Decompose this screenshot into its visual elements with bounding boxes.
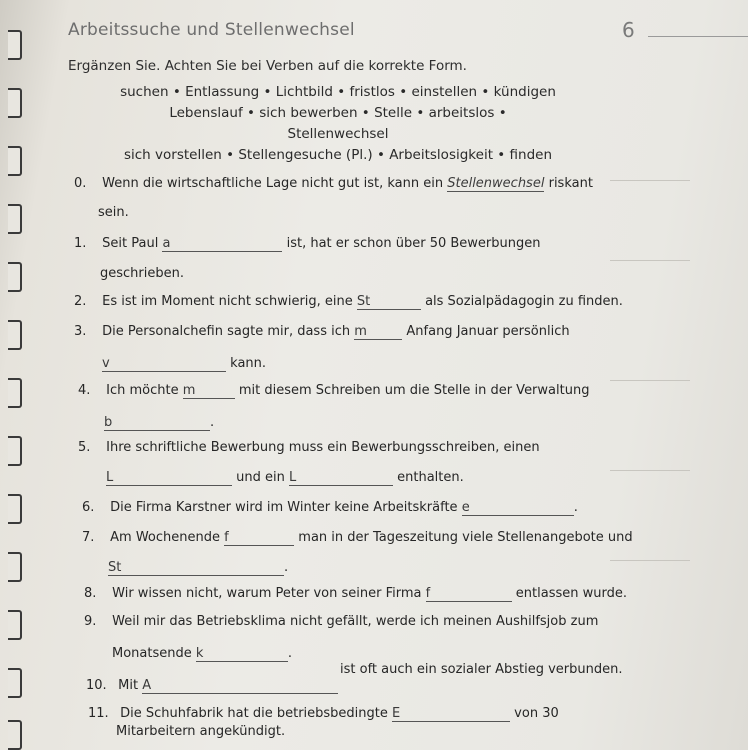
exercise-3-cont: v kann.: [102, 356, 267, 371]
answer-example: Stellenwechsel: [447, 176, 545, 191]
exercise-10-cont: ist oft auch ein sozialer Abstieg verbunden.: [340, 662, 623, 677]
answer-blank[interactable]: E: [392, 706, 510, 722]
answer-blank[interactable]: f: [426, 586, 512, 602]
binding-ring: [8, 668, 22, 698]
word-box-line: sich vorstellen • Stellengesuche (Pl.) • Arbeitslosigkeit • finden: [123, 147, 553, 163]
binding-ring: [8, 720, 22, 750]
binding-ring: [8, 146, 22, 176]
answer-blank[interactable]: e: [462, 500, 574, 516]
answer-blank[interactable]: St: [108, 560, 284, 576]
binding-ring: [8, 610, 22, 640]
answer-blank[interactable]: m: [354, 324, 402, 340]
exercise-11: 11. Die Schuhfabrik hat die betriebsbedingte E von 30: [88, 706, 559, 721]
spiral-binding: [0, 0, 40, 750]
exercise-0: 0. Wenn die wirtschaftliche Lage nicht gut ist, kann ein Stellenwechsel riskant: [74, 176, 593, 191]
binding-ring: [8, 262, 22, 292]
instruction-text: Ergänzen Sie. Achten Sie bei Verben auf die korrekte Form.: [68, 58, 467, 74]
exercise-11-cont: Mitarbeitern angekündigt.: [116, 724, 286, 739]
exercise-1: 1. Seit Paul a ist, hat er schon über 50 Bewerbungen: [74, 236, 541, 251]
answer-blank[interactable]: m: [183, 383, 235, 399]
exercise-3: 3. Die Personalchefin sagte mir, dass ich m Anfang Januar persönlich: [74, 324, 570, 339]
exercise-7-cont: St .: [108, 560, 289, 575]
binding-ring: [8, 378, 22, 408]
answer-blank[interactable]: k: [196, 646, 288, 662]
page-title: Arbeitssuche und Stellenwechsel: [68, 20, 355, 40]
word-box: [118, 82, 558, 166]
answer-blank[interactable]: b: [104, 415, 210, 431]
exercise-4-cont: b .: [104, 415, 215, 430]
exercise-2: 2. Es ist im Moment nicht schwierig, eine St als Sozialpädagogin zu finden.: [74, 294, 623, 309]
binding-ring: [8, 494, 22, 524]
answer-blank[interactable]: v: [102, 356, 226, 372]
answer-blank[interactable]: A: [142, 678, 338, 694]
exercise-5-cont: L und ein L enthalten.: [106, 470, 464, 485]
exercise-9-cont: Monatsende k .: [112, 646, 293, 661]
exercise-10: 10. Mit A: [86, 678, 338, 694]
exercise-1-cont: geschrieben.: [100, 266, 184, 281]
binding-ring: [8, 320, 22, 350]
exercise-8: 8. Wir wissen nicht, warum Peter von seiner Firma f entlassen wurde.: [84, 586, 627, 601]
exercise-4: 4. Ich möchte m mit diesem Schreiben um die Stelle in der Verwaltung: [78, 383, 590, 398]
word-box-line: Lebenslauf • sich bewerben • Stelle • arbeitslos • Stellenwechsel: [169, 105, 507, 142]
answer-blank[interactable]: L: [106, 470, 232, 486]
binding-ring: [8, 436, 22, 466]
exercise-0-cont: sein.: [98, 205, 129, 220]
binding-ring: [8, 30, 22, 60]
binding-ring: [8, 88, 22, 118]
binding-ring: [8, 204, 22, 234]
score-line: [648, 36, 748, 37]
word-box-line: suchen • Entlassung • Lichtbild • fristlos • einstellen • kündigen: [120, 84, 556, 100]
exercise-6: 6. Die Firma Karstner wird im Winter keine Arbeitskräfte e .: [82, 500, 578, 515]
answer-blank[interactable]: f: [224, 530, 294, 546]
exercise-5: 5. Ihre schriftliche Bewerbung muss ein Bewerbungsschreiben, einen: [78, 440, 540, 455]
exercise-7: 7. Am Wochenende f man in der Tageszeitung viele Stellenangebote und: [82, 530, 633, 545]
answer-blank[interactable]: L: [289, 470, 393, 486]
exercise-9: 9. Weil mir das Betriebsklima nicht gefällt, werde ich meinen Aushilfsjob zum: [84, 614, 599, 629]
page-number: 6: [622, 18, 635, 42]
answer-blank[interactable]: a: [162, 236, 282, 252]
answer-blank[interactable]: St: [357, 294, 421, 310]
binding-ring: [8, 552, 22, 582]
